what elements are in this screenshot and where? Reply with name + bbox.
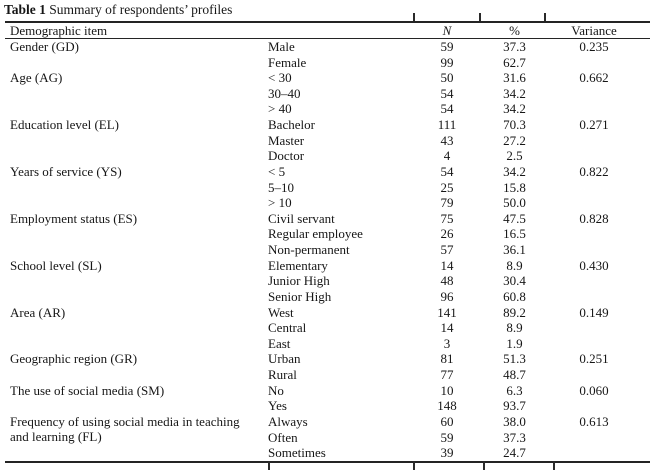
percent-cell: 16.5 [503,226,526,242]
column-divider-tick-bottom [483,461,485,470]
percent-cell: 6.3 [506,382,523,398]
n-cell: 43 [440,132,454,148]
demographic-item-cell: Education level (EL) [10,117,120,132]
table-row [5,351,650,367]
n-cell: 4 [443,148,451,164]
percent-cell: 51.3 [503,351,526,367]
category-cell: Junior High [268,273,330,289]
variance-cell: 0.662 [579,70,609,86]
table-row [5,211,650,227]
percent-cell: 62.7 [503,54,526,70]
percent-cell: 30.4 [503,273,526,289]
n-cell: 14 [440,257,454,273]
demographic-item-cell: School level (SL) [10,257,102,273]
demographic-item-cell: Gender (GD) [10,39,79,54]
percent-cell: 27.2 [503,132,526,148]
percent-cell: 70.3 [503,117,526,132]
category-cell: Always [268,413,308,429]
variance-cell: 0.430 [579,257,609,273]
n-cell: 75 [440,210,454,226]
variance-cell: 0.235 [579,39,609,54]
variance-cell: 0.613 [579,413,609,429]
category-cell: No [268,382,284,398]
category-cell: Master [268,132,305,148]
demographic-item-cell: Frequency of using social media in teaching and learning (FL) [10,413,240,445]
category-cell: Non-permanent [268,242,350,257]
n-cell: 60 [440,413,454,429]
category-cell: > 40 [268,101,292,117]
n-cell: 111 [437,117,457,132]
table-row [5,117,650,133]
percent-cell: 34.2 [503,85,526,101]
column-divider-tick-top [413,13,415,21]
category-cell: Elementary [268,257,328,273]
n-cell: 141 [437,304,457,320]
percent-cell: 37.3 [503,429,526,445]
percent-cell: 8.9 [506,320,523,336]
header-percent: % [481,22,548,39]
variance-cell: 0.251 [579,351,609,367]
variance-cell: 0.822 [579,163,609,179]
column-divider-tick-top [544,13,546,21]
header-n: N [413,22,481,39]
category-cell: Senior High [268,288,332,304]
category-cell: Sometimes [268,445,326,461]
n-cell: 59 [440,39,454,54]
n-cell: 99 [440,54,454,70]
percent-cell: 38.0 [503,413,526,429]
category-cell: Yes [268,398,287,414]
category-cell: < 30 [268,70,292,86]
variance-cell: 0.271 [579,117,609,132]
percent-cell: 47.5 [503,210,526,226]
table-body [5,39,650,462]
header-demographic-item: Demographic item [5,22,413,39]
percent-cell: 48.7 [503,367,526,382]
percent-cell: 89.2 [503,304,526,320]
n-cell: 10 [440,382,454,398]
n-cell: 54 [440,85,454,101]
column-divider-tick-bottom [553,461,555,470]
percent-cell: 93.7 [503,398,526,414]
percent-cell: 34.2 [503,101,526,117]
n-cell: 57 [440,242,454,257]
table-row [5,70,650,86]
percent-cell: 34.2 [503,163,526,179]
demographic-item-cell: Area (AR) [10,304,66,320]
demographic-item-cell: Years of service (YS) [10,163,122,179]
table-row [5,258,650,274]
category-cell: 5–10 [268,179,294,195]
category-cell: Civil servant [268,210,335,226]
n-cell: 54 [440,101,454,117]
category-cell: Doctor [268,148,305,164]
n-cell: 25 [440,179,454,195]
table-row [5,39,650,55]
respondents-profile-table [5,21,650,463]
demographic-item-cell: The use of social media (SM) [10,382,165,398]
demographic-item-cell: Employment status (ES) [10,210,138,226]
category-cell: < 5 [268,163,286,179]
category-cell: 30–40 [268,85,301,101]
n-cell: 96 [440,288,454,304]
percent-cell: 15.8 [503,179,526,195]
column-divider-tick-bottom [268,461,270,470]
table-row [5,383,650,399]
n-cell: 14 [440,320,454,336]
category-cell: West [268,304,294,320]
category-cell: Regular employee [268,226,363,242]
variance-cell: 0.828 [579,210,609,226]
category-cell: > 10 [268,195,292,211]
demographic-item-cell: Geographic region (GR) [10,351,138,367]
category-cell: Often [268,429,298,445]
header-row [5,22,650,39]
variance-cell: 0.060 [579,382,609,398]
category-cell: Female [268,54,307,70]
percent-cell: 24.7 [503,445,526,461]
n-cell: 148 [437,398,457,414]
percent-cell: 31.6 [503,70,526,86]
category-cell: East [268,335,291,351]
demographic-item-cell: Age (AG) [10,70,63,86]
percent-cell: 50.0 [503,195,526,211]
category-cell: Rural [268,367,297,382]
percent-cell: 8.9 [506,257,523,273]
table-row [5,414,650,430]
category-cell: Urban [268,351,301,367]
n-cell: 59 [440,429,454,445]
table-row [5,164,650,180]
n-cell: 81 [440,351,454,367]
n-cell: 54 [440,163,454,179]
category-cell: Male [268,39,295,54]
n-cell: 39 [440,445,454,461]
column-divider-tick-top [479,13,481,21]
n-cell: 26 [440,226,454,242]
variance-cell: 0.149 [579,304,609,320]
n-cell: 50 [440,70,454,86]
table-caption [4,2,232,18]
table-caption-label: Table 1 [4,2,46,17]
n-cell: 79 [440,195,454,211]
percent-cell: 60.8 [503,288,526,304]
column-divider-tick-bottom [413,461,415,470]
n-cell: 3 [443,335,451,351]
percent-cell: 36.1 [503,242,526,257]
header-variance: Variance [548,22,650,39]
category-cell: Bachelor [268,117,315,132]
category-cell: Central [268,320,307,336]
n-cell: 48 [440,273,454,289]
table-caption-text: Summary of respondents’ profiles [49,2,233,17]
n-cell: 77 [440,367,454,382]
table-row [5,305,650,321]
percent-cell: 1.9 [506,335,523,351]
percent-cell: 37.3 [503,39,526,54]
percent-cell: 2.5 [506,148,523,164]
